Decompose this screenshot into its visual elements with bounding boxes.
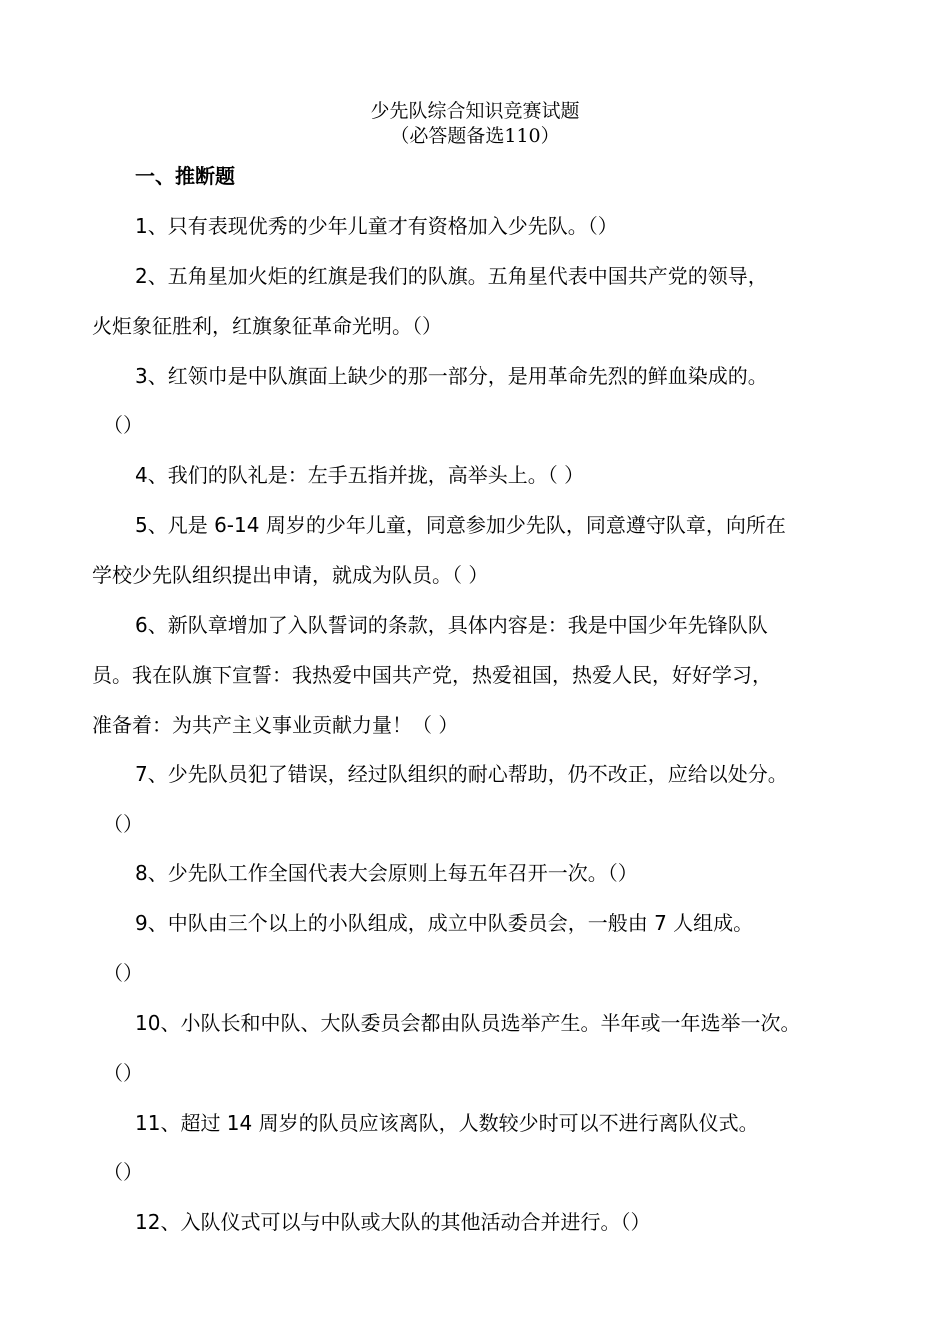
question-line: （） (103, 812, 143, 836)
question-line: 1、只有表现优秀的少年儿童才有资格加入少先队。（） (135, 214, 618, 238)
question-line: 8、少先队工作全国代表大会原则上每五年召开一次。（） (135, 861, 638, 885)
section-heading: 一、推断题 (135, 164, 235, 188)
question-line: 5、凡是 6-14 周岁的少年儿童，同意参加少先队，同意遵守队章，向所在 (135, 513, 786, 537)
question-line: （） (103, 413, 143, 437)
question-line: 火炬象征胜利，红旗象征革命光明。（） (92, 314, 442, 338)
question-line: 学校少先队组织提出申请，就成为队员。（ ） (92, 563, 489, 587)
question-line: （） (103, 1160, 143, 1184)
question-line: 10、小队长和中队、大队委员会都由队员选举产生。半年或一年选举一次。 (135, 1011, 801, 1035)
question-line: 准备着：为共产主义事业贡献力量！（ ） (92, 713, 459, 737)
question-line: （） (103, 961, 143, 985)
question-line: 12、入队仪式可以与中队或大队的其他活动合并进行。（） (135, 1210, 651, 1234)
question-line: 7、少先队员犯了错误，经过队组织的耐心帮助，仍不改正，应给以处分。 (135, 762, 788, 786)
document-title: 少先队综合知识竞赛试题 (370, 100, 580, 122)
question-line: 4、我们的队礼是：左手五指并拢，高举头上。（ ） (135, 463, 585, 487)
question-line: 11、超过 14 周岁的队员应该离队，人数较少时可以不进行离队仪式。 (135, 1111, 759, 1135)
question-line: 员。我在队旗下宣誓：我热爱中国共产党，热爱祖国，热爱人民，好好学习， (92, 663, 772, 687)
question-line: （） (103, 1061, 143, 1085)
question-line: 3、红领巾是中队旗面上缺少的那一部分，是用革命先烈的鲜血染成的。 (135, 364, 768, 388)
document-subtitle: （必答题备选110） (390, 125, 560, 147)
question-line: 9、中队由三个以上的小队组成，成立中队委员会，一般由 7 人组成。 (135, 911, 754, 935)
question-line: 2、五角星加火炬的红旗是我们的队旗。五角星代表中国共产党的领导， (135, 264, 768, 288)
question-line: 6、新队章增加了入队誓词的条款，具体内容是：我是中国少年先锋队队 (135, 613, 768, 637)
